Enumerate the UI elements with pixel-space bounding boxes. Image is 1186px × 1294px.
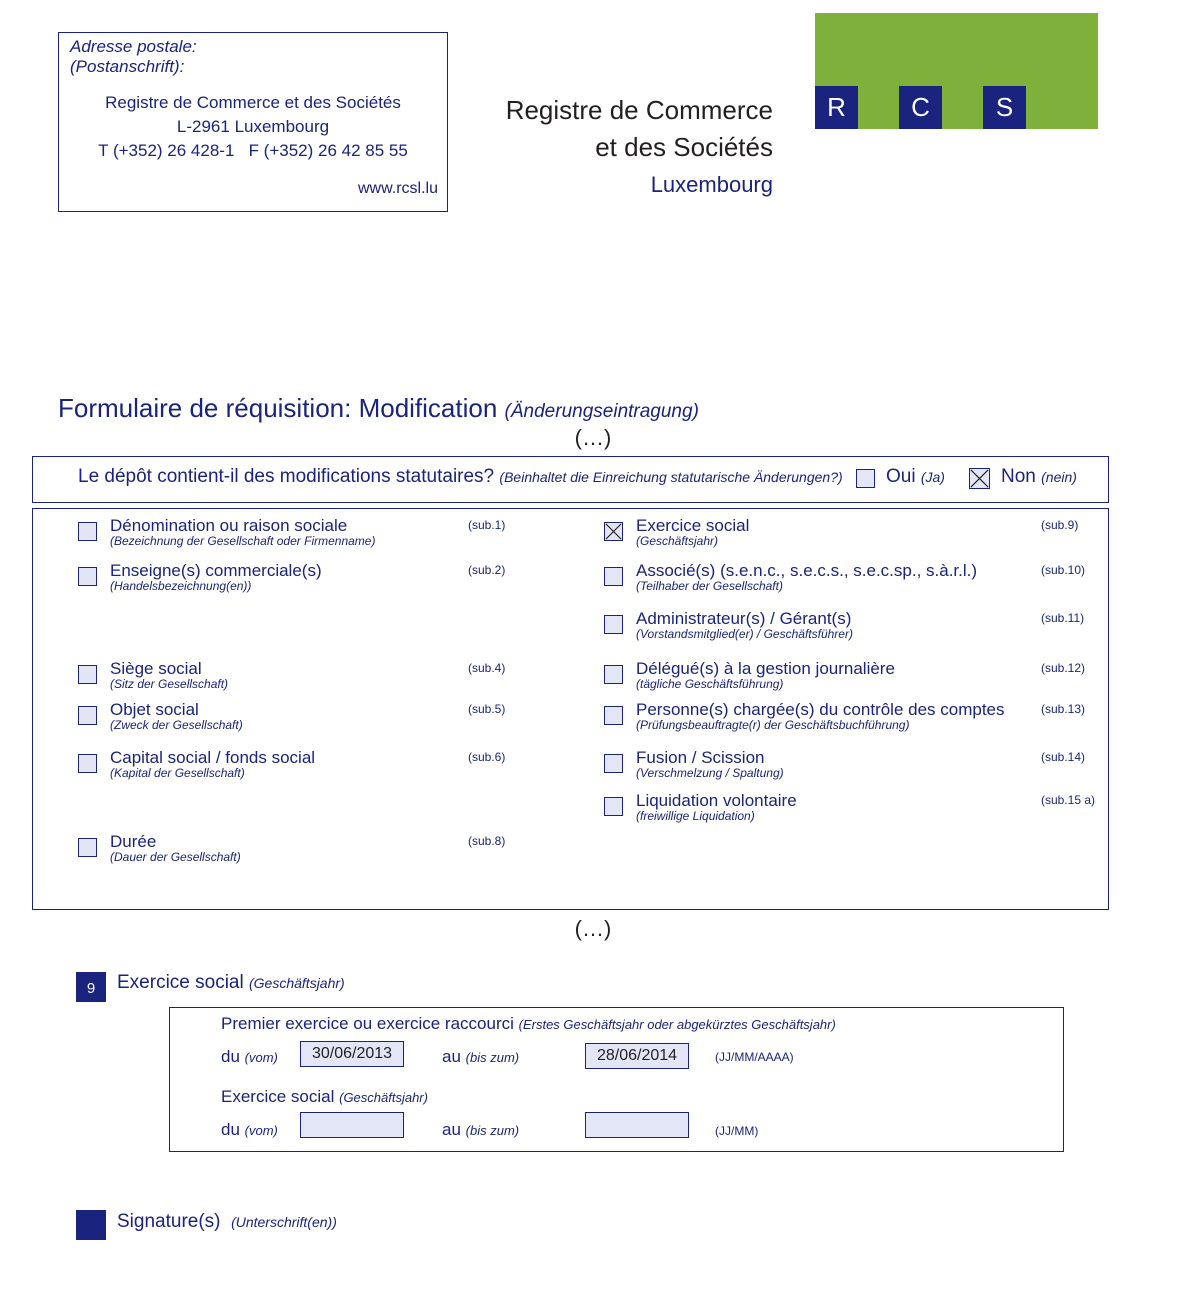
section9-title-sub: (Geschäftsjahr) <box>249 975 345 991</box>
second-date-format: (JJ/MM) <box>715 1124 759 1138</box>
mod-objet-checkbox[interactable] <box>78 706 97 725</box>
non-sub: (nein) <box>1041 469 1077 485</box>
mod-liquidation-checkbox[interactable] <box>604 797 623 816</box>
mod-sub: (tägliche Geschäftsführung) <box>636 677 784 691</box>
form-title-main: Formulaire de réquisition: Modification <box>58 393 498 423</box>
first-year-title: Premier exercice ou exercice raccourci <box>221 1014 514 1033</box>
mod-label: Délégué(s) à la gestion journalière <box>636 659 895 678</box>
section-number-badge: 9 <box>76 972 106 1002</box>
mod-sub: (Handelsbezeichnung(en)) <box>110 579 252 593</box>
signature-title-sub: (Unterschrift(en)) <box>231 1214 337 1230</box>
first-au-label <box>442 1047 519 1067</box>
first-du-label <box>221 1047 278 1067</box>
signature-title-text: Signature(s) <box>117 1211 221 1232</box>
mod-ref: (sub.13) <box>1041 702 1086 716</box>
au-text: au <box>442 1047 461 1066</box>
mod-ref: (sub.9) <box>1041 518 1079 532</box>
signature-title <box>117 1211 337 1233</box>
mod-denomination-checkbox[interactable] <box>78 522 97 541</box>
logo-letter-r: R <box>815 86 858 129</box>
au-sub: (bis zum) <box>465 1050 520 1065</box>
mod-sub: (Prüfungsbeauftragte(r) der Geschäftsbuchführung) <box>636 718 910 732</box>
mod-label: Associé(s) (s.e.n.c., s.e.c.s., s.e.c.sp., s.à.r.l.) <box>636 561 978 580</box>
mod-administrateurs-checkbox[interactable] <box>604 615 623 634</box>
mod-associes-checkbox[interactable] <box>604 567 623 586</box>
registry-title-line-2: et des Sociétés <box>595 132 773 162</box>
postal-address-box <box>58 32 448 212</box>
first-year-from-field[interactable]: 30/06/2013 <box>300 1041 404 1067</box>
modifications-box <box>32 508 1109 910</box>
au-sub: (bis zum) <box>465 1123 520 1138</box>
address-phone-fax: T (+352) 26 428-1 F (+352) 26 42 85 55 <box>98 141 408 160</box>
ellipsis-top: (…) <box>574 425 612 450</box>
mod-label: Exercice social <box>636 516 750 535</box>
mod-ref: (sub.8) <box>468 834 506 848</box>
non-label <box>1001 466 1077 488</box>
registry-title-line-1: Registre de Commerce <box>505 95 773 125</box>
statutory-question <box>78 466 843 488</box>
section9-title-text: Exercice social <box>117 972 244 993</box>
du-sub: (vom) <box>244 1050 278 1065</box>
mod-ref: (sub.1) <box>468 518 506 532</box>
second-du-label <box>221 1120 278 1140</box>
mod-label: Dénomination ou raison sociale <box>110 516 348 535</box>
checked-x-icon <box>970 469 989 488</box>
du-text: du <box>221 1047 240 1066</box>
mod-enseigne-checkbox[interactable] <box>78 567 97 586</box>
mod-sub: (Dauer der Gesellschaft) <box>110 850 241 864</box>
du-sub: (vom) <box>244 1123 278 1138</box>
mod-ref: (sub.6) <box>468 750 506 764</box>
first-year-to-field[interactable]: 28/06/2014 <box>585 1043 689 1069</box>
oui-checkbox[interactable] <box>856 469 875 488</box>
mod-sub: (freiwillige Liquidation) <box>636 809 755 823</box>
mod-label: Objet social <box>110 700 199 719</box>
non-text: Non <box>1001 466 1036 487</box>
mod-sub: (Kapital der Gesellschaft) <box>110 766 245 780</box>
mod-label: Capital social / fonds social <box>110 748 316 767</box>
website-link[interactable]: www.rcsl.lu <box>357 180 438 197</box>
second-year-from-field[interactable] <box>300 1112 404 1138</box>
mod-ref: (sub.2) <box>468 563 506 577</box>
ellipsis-bottom: (…) <box>574 916 612 941</box>
non-checkbox[interactable] <box>969 468 990 489</box>
oui-sub: (Ja) <box>920 469 945 485</box>
address-line-2: L-2961 Luxembourg <box>176 117 330 136</box>
signature-badge <box>76 1210 106 1240</box>
first-date-format: (JJ/MM/AAAA) <box>715 1050 794 1064</box>
mod-sub: (Bezeichnung der Gesellschaft oder Firmenname) <box>110 534 376 548</box>
mod-label: Liquidation volontaire <box>636 791 797 810</box>
postal-address-lines <box>59 91 447 163</box>
checked-x-icon <box>605 523 622 540</box>
mod-label: Personne(s) chargée(s) du contrôle des comptes <box>636 700 1005 719</box>
registry-title <box>506 92 773 203</box>
second-au-label <box>442 1120 519 1140</box>
mod-delegues-checkbox[interactable] <box>604 665 623 684</box>
mod-label: Durée <box>110 832 157 851</box>
mod-duree-checkbox[interactable] <box>78 838 97 857</box>
mod-exercice-social-checkbox[interactable] <box>604 522 623 541</box>
logo-letter-s: S <box>983 86 1026 129</box>
section9-title <box>117 972 345 994</box>
second-year-title-sub: (Geschäftsjahr) <box>339 1090 428 1105</box>
statutory-question-sub: (Beinhaltet die Einreichung statutarische Änderungen?) <box>499 469 843 485</box>
mod-ref: (sub.10) <box>1041 563 1086 577</box>
mod-sub: (Teilhaber der Gesellschaft) <box>636 579 783 593</box>
mod-sub: (Verschmelzung / Spaltung) <box>636 766 784 780</box>
logo-letter-c: C <box>899 86 942 129</box>
first-year-title-sub: (Erstes Geschäftsjahr oder abgekürztes Geschäftsjahr) <box>518 1017 836 1032</box>
statutory-question-box <box>32 456 1109 503</box>
du-text: du <box>221 1120 240 1139</box>
mod-ref: (sub.12) <box>1041 661 1086 675</box>
registry-title-line-3: Luxembourg <box>650 172 773 197</box>
mod-ref: (sub.5) <box>468 702 506 716</box>
second-year-to-field[interactable] <box>585 1112 689 1138</box>
postal-address-label <box>70 37 197 77</box>
statutory-question-text: Le dépôt contient-il des modifications statutaires? <box>78 466 495 487</box>
mod-siege-checkbox[interactable] <box>78 665 97 684</box>
oui-label <box>886 466 945 488</box>
mod-ref: (sub.14) <box>1041 750 1086 764</box>
mod-label: Enseigne(s) commerciale(s) <box>110 561 322 580</box>
mod-ref: (sub.11) <box>1041 611 1085 625</box>
mod-label: Fusion / Scission <box>636 748 765 767</box>
form-title <box>58 393 699 424</box>
address-line-1: Registre de Commerce et des Sociétés <box>105 93 401 112</box>
postal-address-label-fr: Adresse postale: <box>70 37 197 56</box>
mod-sub: (Vorstandsmitglied(er) / Geschäftsführer) <box>636 627 853 641</box>
mod-sub: (Sitz der Gesellschaft) <box>110 677 229 691</box>
au-text: au <box>442 1120 461 1139</box>
mod-ref: (sub.15 a) <box>1041 793 1096 807</box>
form-title-sub: (Änderungseintragung) <box>504 401 699 422</box>
fiscal-year-box <box>169 1007 1064 1152</box>
mod-label: Siège social <box>110 659 202 678</box>
second-year-title: Exercice social <box>221 1087 335 1106</box>
first-year-heading <box>221 1014 836 1034</box>
mod-ref: (sub.4) <box>468 661 506 675</box>
postal-address-label-de: (Postanschrift): <box>70 57 185 76</box>
mod-label: Administrateur(s) / Gérant(s) <box>636 609 852 628</box>
second-year-heading <box>221 1087 428 1107</box>
mod-capital-checkbox[interactable] <box>78 754 97 773</box>
mod-sub: (Zweck der Gesellschaft) <box>110 718 243 732</box>
mod-controle-comptes-checkbox[interactable] <box>604 706 623 725</box>
mod-sub: (Geschäftsjahr) <box>636 534 719 548</box>
oui-text: Oui <box>886 466 916 487</box>
mod-fusion-checkbox[interactable] <box>604 754 623 773</box>
